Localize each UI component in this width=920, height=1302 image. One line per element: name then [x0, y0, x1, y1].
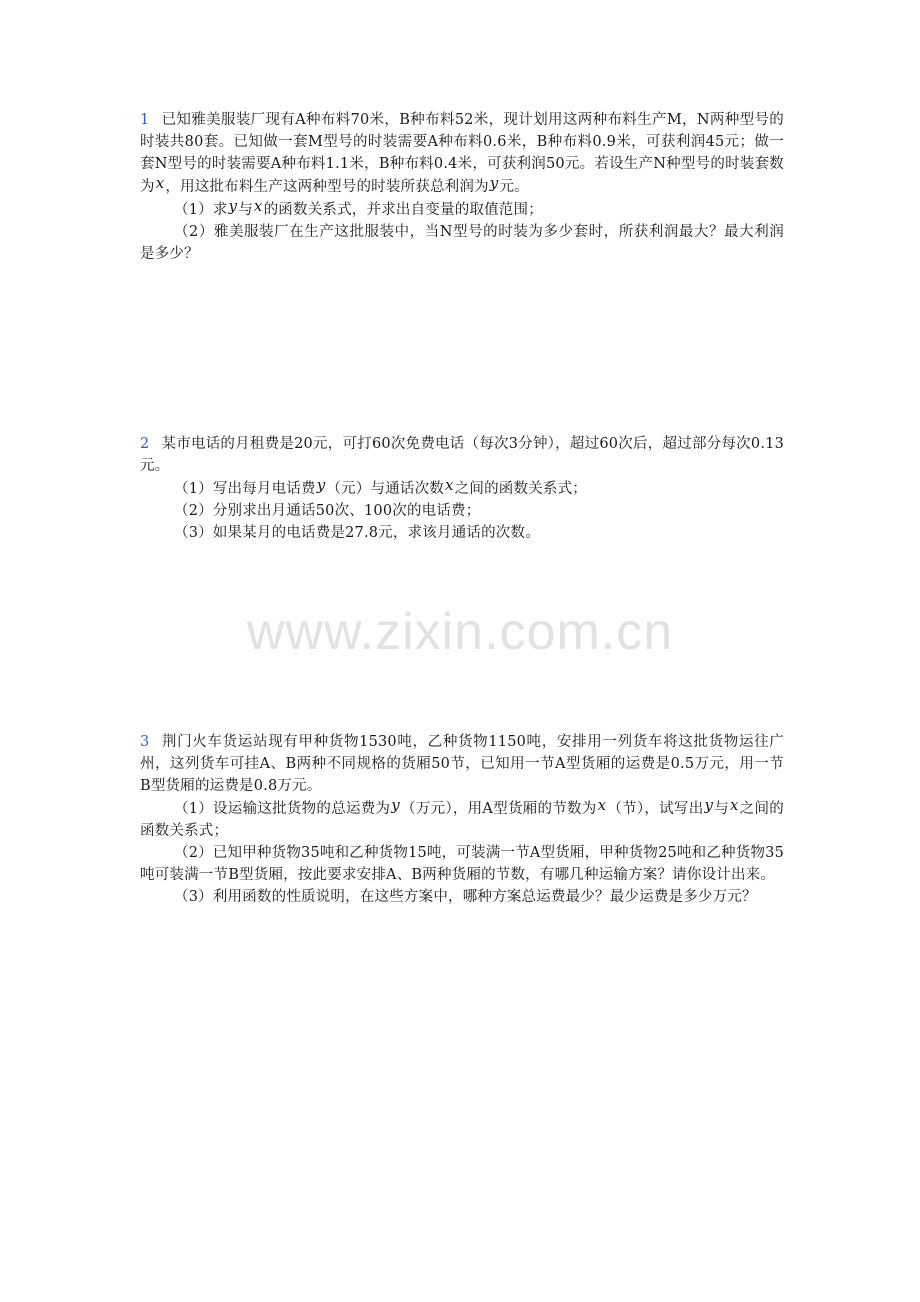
problem-3-intro: 3 荆门火车货运站现有甲种货物1530吨，乙种货物1150吨，安排用一列货车将这批货物运往广州，这列货车可挂A、B两种不同规格的货厢50节，已知用一节A型货厢的运费是0.5万元，用一节B型货厢的运费是0.8万元。 — [140, 734, 784, 794]
problem-number: 1 — [140, 112, 150, 128]
problem-1-sub-1: （1）求y与x的函数关系式，并求出自变量的取值范围； — [174, 197, 543, 218]
problem-1-sub-2: （2）雅美服装厂在生产这批服装中，当N型号的时装为多少套时，所获利润最大？最大利润是多少？ — [140, 224, 784, 262]
variable-x: x — [253, 197, 263, 215]
variable-y: y — [228, 197, 238, 215]
problem-2 — [140, 433, 784, 544]
problem-2-sub-2: （2）分别求出月通话50次、100次的电话费； — [174, 503, 481, 519]
problem-number: 2 — [140, 436, 150, 452]
problem-1-intro: 1 已知雅美服装厂现有A种布料70米，B种布料52米，现计划用这两种布料生产M，N两种型号的时装共80套。已知做一套M型号的时装需要A种布料0.6米，B种布料0.9米，可获利润45元；做一套N型号的时装需要A种布料1.1米，B种布料0.4米，可获利润50元。若设生产N种型号的时装套数为x，用这批布料生产这两种型号的时装所获总利润为y元。 — [140, 112, 784, 195]
variable-x: x — [445, 476, 454, 494]
variable-y: y — [316, 476, 326, 494]
problem-number: 3 — [140, 734, 150, 750]
variable-y: y — [704, 796, 714, 814]
problem-1 — [140, 109, 784, 265]
problem-2-intro: 2 某市电话的月租费是20元，可打60次免费电话（每次3分钟），超过60次后，超过部分每次0.13元。 — [140, 436, 784, 474]
problem-3 — [140, 731, 784, 908]
watermark: www.zixin.com.cn — [246, 603, 674, 661]
problem-3-sub-1: （1）设运输这批货物的总运费为y（万元），用A型货厢的节数为x（节），试写出y与x之间的函数关系式； — [140, 796, 784, 839]
variable-y: y — [391, 796, 400, 814]
variable-y: y — [489, 174, 499, 192]
problem-3-sub-2: （2）已知甲种货物35吨和乙种货物15吨，可装满一节A型货厢，甲种货物25吨和乙种货物35吨可装满一节B型货厢，按此要求安排A、B两种货厢的节数，有哪几种运输方案？请你设计出来。 — [140, 845, 784, 883]
variable-x: x — [597, 796, 607, 814]
problem-2-sub-3: （3）如果某月的电话费是27.8元，求该月通话的次数。 — [174, 525, 540, 541]
problem-2-sub-1: （1）写出每月电话费y（元）与通话次数x之间的函数关系式； — [174, 476, 588, 497]
problem-3-sub-3: （3）利用函数的性质说明，在这些方案中，哪种方案总运费最少？最少运费是多少万元？ — [174, 889, 757, 905]
variable-x: x — [730, 796, 739, 814]
variable-x: x — [155, 174, 165, 192]
